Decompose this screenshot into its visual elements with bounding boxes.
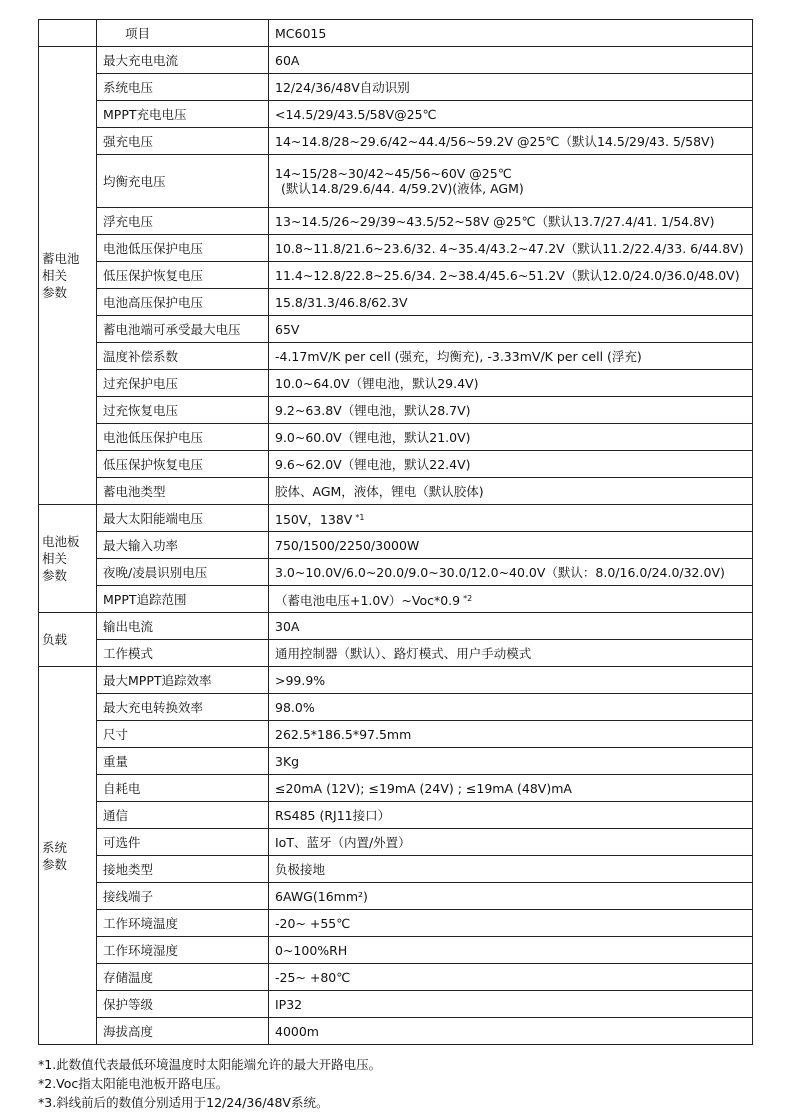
- table-row: [39, 856, 753, 883]
- param-name-cell: 均衡充电压: [97, 155, 269, 208]
- param-value-cell: [269, 910, 753, 937]
- param-value: 98.0%: [275, 699, 315, 715]
- param-value: 14~15/28~30/42~45/56~60V @25℃: [275, 166, 512, 181]
- param-name-cell: 输出电流: [97, 613, 269, 640]
- table-row: [39, 748, 753, 775]
- param-value: （蓄电池电压+1.0V）~Voc*0.9: [275, 592, 461, 608]
- param-value-cell: [269, 694, 753, 721]
- param-value: -4.17mV/K per cell (强充，均衡充), -3.33mV/K per cell (浮充): [275, 348, 642, 364]
- param-value: 9.2~63.8V（锂电池，默认28.7V): [275, 402, 471, 418]
- param-value: 10.8~11.8/21.6~23.6/32. 4~35.4/43.2~47.2V（默认11.2/22.4/33. 6/44.8V): [275, 240, 744, 256]
- param-value: 通用控制器（默认）、路灯模式、用户手动模式: [275, 645, 532, 661]
- table-row: [39, 910, 753, 937]
- param-value-cell: [269, 370, 753, 397]
- param-value-cell: [269, 559, 753, 586]
- param-value-cell: [269, 424, 753, 451]
- param-value: 12/24/36/48V自动识别: [275, 79, 410, 95]
- param-value-cell: [269, 856, 753, 883]
- table-row: [39, 128, 753, 155]
- table-row: [39, 155, 753, 208]
- param-value: 4000m: [275, 1023, 319, 1039]
- param-value: -20~ +55℃: [275, 915, 351, 931]
- param-value: ≤20mA (12V); ≤19mA (24V) ; ≤19mA (48V)mA: [275, 780, 572, 796]
- param-name-cell: MPPT追踪范围: [97, 586, 269, 613]
- table-row: [39, 208, 753, 235]
- group-label-line: 蓄电池: [42, 251, 80, 266]
- param-value-cell: [269, 128, 753, 155]
- param-name-cell: 夜晚/凌晨识别电压: [97, 559, 269, 586]
- table-row: [39, 640, 753, 667]
- group-label: [39, 505, 97, 613]
- param-value-cell: [269, 586, 753, 613]
- param-value-cell: [269, 343, 753, 370]
- param-name-cell: 电池高压保护电压: [97, 289, 269, 316]
- param-value: 30A: [275, 618, 300, 634]
- param-value-cell: [269, 802, 753, 829]
- param-name-cell: 过充恢复电压: [97, 397, 269, 424]
- param-name-cell: 浮充电压: [97, 208, 269, 235]
- param-name-cell: 通信: [97, 802, 269, 829]
- header-row: [39, 20, 753, 47]
- param-value-cell: [269, 748, 753, 775]
- param-value: <14.5/29/43.5/58V@25℃: [275, 106, 437, 122]
- group-label-line: 相关: [42, 268, 68, 283]
- param-name-cell: 尺寸: [97, 721, 269, 748]
- table-row: [39, 667, 753, 694]
- param-value: 9.0~60.0V（锂电池，默认21.0V): [275, 429, 471, 445]
- param-name-cell: 最大MPPT追踪效率: [97, 667, 269, 694]
- table-row: [39, 559, 753, 586]
- param-name-cell: 接地类型: [97, 856, 269, 883]
- param-value-cell: [269, 74, 753, 101]
- param-name-cell: 自耗电: [97, 775, 269, 802]
- table-row: [39, 694, 753, 721]
- footnotes: [38, 1055, 381, 1112]
- table-row: [39, 101, 753, 128]
- param-value: >99.9%: [275, 672, 326, 688]
- param-value-cell: [269, 47, 753, 74]
- param-name-cell: 最大太阳能端电压: [97, 505, 269, 532]
- group-label-line: 相关: [42, 551, 68, 566]
- param-name-cell: 蓄电池端可承受最大电压: [97, 316, 269, 343]
- param-name-cell: 保护等级: [97, 991, 269, 1018]
- group-label-line: 参数: [42, 568, 68, 583]
- table-row: [39, 613, 753, 640]
- table-row: [39, 370, 753, 397]
- param-name-cell: 电池低压保护电压: [97, 235, 269, 262]
- param-value-cell: [269, 451, 753, 478]
- table-row: [39, 235, 753, 262]
- param-value-cell: [269, 937, 753, 964]
- param-value-cell: [269, 721, 753, 748]
- footnote-marker: *2: [463, 593, 473, 603]
- table-row: [39, 74, 753, 101]
- param-value-cell: [269, 775, 753, 802]
- param-value-cell: [269, 640, 753, 667]
- table-row: [39, 991, 753, 1018]
- param-name-cell: MPPT充电电压: [97, 101, 269, 128]
- param-value-cell: [269, 991, 753, 1018]
- param-value-cell: [269, 829, 753, 856]
- param-value: 262.5*186.5*97.5mm: [275, 726, 412, 742]
- header-empty-cell: [39, 20, 97, 47]
- table-row: [39, 775, 753, 802]
- param-name-cell: 工作模式: [97, 640, 269, 667]
- param-value-cell: [269, 101, 753, 128]
- param-name-cell: 最大输入功率: [97, 532, 269, 559]
- param-name-cell: 海拔高度: [97, 1018, 269, 1045]
- param-value: 65V: [275, 321, 300, 337]
- param-value: 6AWG(16mm²): [275, 888, 368, 904]
- group-label: [39, 667, 97, 1045]
- spec-table-body: [39, 20, 753, 1045]
- param-value: 3Kg: [275, 753, 300, 769]
- table-row: [39, 397, 753, 424]
- param-value-cell: [269, 1018, 753, 1045]
- group-label-line: 负载: [42, 632, 68, 647]
- param-name-cell: 可选件: [97, 829, 269, 856]
- table-row: [39, 829, 753, 856]
- param-name-cell: 最大充电电流: [97, 47, 269, 74]
- table-row: [39, 343, 753, 370]
- param-value-cell: [269, 613, 753, 640]
- footnote-2: *2.Voc指太阳能电池板开路电压。: [38, 1076, 229, 1091]
- group-label: [39, 47, 97, 505]
- param-name-cell: 蓄电池类型: [97, 478, 269, 505]
- param-name-cell: 工作环境湿度: [97, 937, 269, 964]
- param-value: RS485 (RJ11接口）: [275, 807, 391, 823]
- param-value: -25~ +80℃: [275, 969, 351, 985]
- param-value: 9.6~62.0V（锂电池，默认22.4V): [275, 456, 471, 472]
- table-row: [39, 937, 753, 964]
- footnote-marker: *1: [355, 512, 365, 522]
- table-row: [39, 505, 753, 532]
- table-row: [39, 964, 753, 991]
- param-name-cell: 系统电压: [97, 74, 269, 101]
- param-value-cell: [269, 532, 753, 559]
- param-value: 15.8/31.3/46.8/62.3V: [275, 294, 408, 310]
- param-value: 750/1500/2250/3000W: [275, 537, 420, 553]
- group-label-line: 电池板: [42, 534, 80, 549]
- table-row: [39, 316, 753, 343]
- footnote-1: *1.此数值代表最低环境温度时太阳能端允许的最大开路电压。: [38, 1057, 382, 1072]
- table-row: [39, 451, 753, 478]
- param-value-cell: [269, 316, 753, 343]
- param-value-cell: [269, 667, 753, 694]
- param-value: 负极接地: [275, 861, 326, 877]
- param-value-cell: [269, 397, 753, 424]
- param-name-cell: 低压保护恢复电压: [97, 262, 269, 289]
- param-value: IP32: [275, 996, 303, 1012]
- param-value: 10.0~64.0V（锂电池，默认29.4V): [275, 375, 479, 391]
- param-value-line2: (默认14.8/29.6/44. 4/59.2V)(液体, AGM): [281, 181, 524, 196]
- param-value-cell: [269, 478, 753, 505]
- param-name-cell: 接线端子: [97, 883, 269, 910]
- table-row: [39, 1018, 753, 1045]
- param-value-cell: [269, 208, 753, 235]
- table-row: [39, 802, 753, 829]
- group-label-line: 参数: [42, 285, 68, 300]
- table-row: [39, 883, 753, 910]
- param-value: IoT、蓝牙（内置/外置）: [275, 834, 411, 850]
- table-row: [39, 424, 753, 451]
- param-value: 14~14.8/28~29.6/42~44.4/56~59.2V @25℃（默认14.5/29/43. 5/58V): [275, 133, 715, 149]
- param-value-cell: [269, 235, 753, 262]
- param-name-cell: 工作环境温度: [97, 910, 269, 937]
- group-label: [39, 613, 97, 667]
- table-row: [39, 47, 753, 74]
- param-name-cell: 强充电压: [97, 128, 269, 155]
- footnote-3: *3.斜线前后的数值分别适用于12/24/36/48V系统。: [38, 1095, 329, 1110]
- param-name-cell: 温度补偿系数: [97, 343, 269, 370]
- param-value: 60A: [275, 52, 300, 68]
- param-name-cell: 重量: [97, 748, 269, 775]
- header-item-cell: 项目: [97, 20, 269, 47]
- group-label-line: 系统: [42, 839, 68, 855]
- param-name-cell: 过充保护电压: [97, 370, 269, 397]
- table-row: [39, 721, 753, 748]
- param-value: 11.4~12.8/22.8~25.6/34. 2~38.4/45.6~51.2V（默认12.0/24.0/36.0/48.0V): [275, 267, 740, 283]
- param-value-cell: [269, 262, 753, 289]
- header-model-cell: MC6015: [269, 20, 753, 47]
- param-name-cell: 电池低压保护电压: [97, 424, 269, 451]
- param-value: 0~100%RH: [275, 942, 348, 958]
- param-value: 13~14.5/26~29/39~43.5/52~58V @25℃（默认13.7/27.4/41. 1/54.8V): [275, 213, 715, 229]
- group-label-line: 参数: [42, 856, 68, 872]
- param-name-cell: 低压保护恢复电压: [97, 451, 269, 478]
- param-value: 3.0~10.0V/6.0~20.0/9.0~30.0/12.0~40.0V（默认：8.0/16.0/24.0/32.0V): [275, 564, 725, 580]
- table-row: [39, 478, 753, 505]
- spec-table: [38, 19, 753, 1045]
- table-row: [39, 262, 753, 289]
- param-value: 胶体、AGM，液体，锂电（默认胶体): [275, 483, 484, 499]
- param-name-cell: 存储温度: [97, 964, 269, 991]
- param-value-cell: [269, 964, 753, 991]
- param-name-cell: 最大充电转换效率: [97, 694, 269, 721]
- param-value-cell: [269, 505, 753, 532]
- param-value-cell: [269, 155, 753, 208]
- table-row: [39, 289, 753, 316]
- param-value-cell: [269, 883, 753, 910]
- table-row: [39, 532, 753, 559]
- param-value-cell: [269, 289, 753, 316]
- param-value: 150V，138V: [275, 511, 353, 527]
- table-row: [39, 586, 753, 613]
